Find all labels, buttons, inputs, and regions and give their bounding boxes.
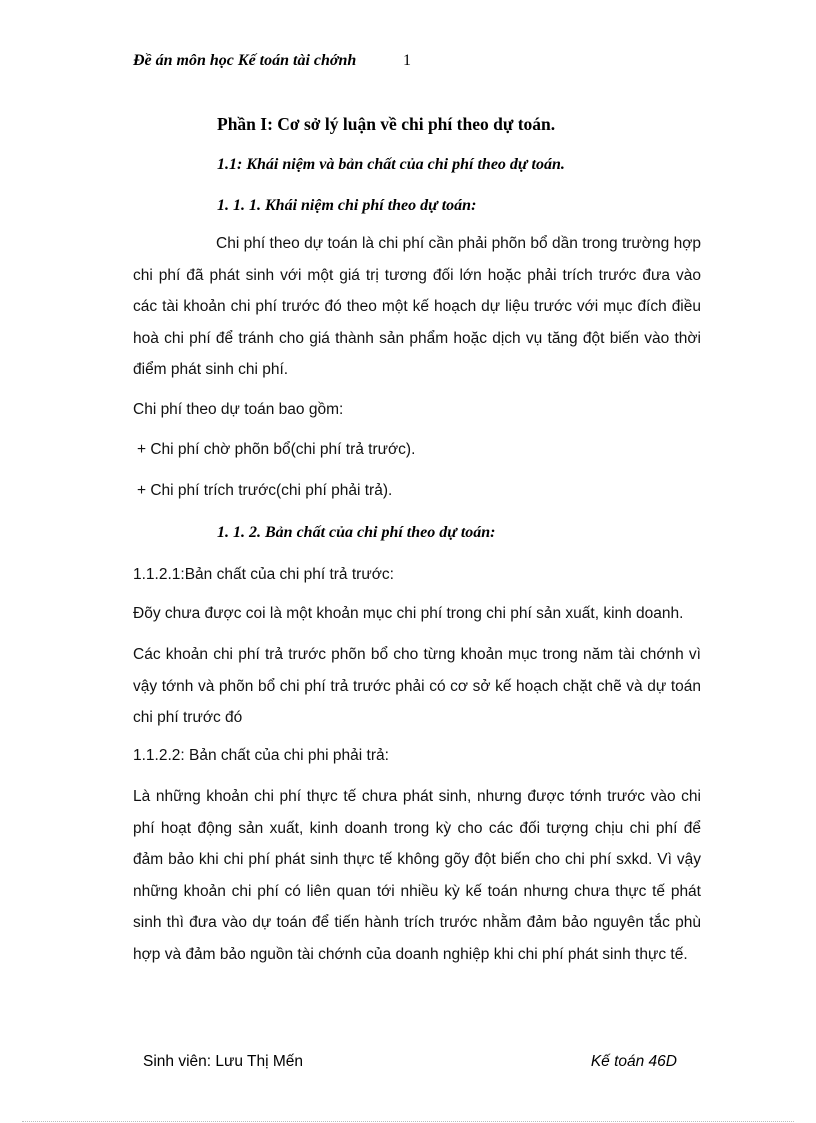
- subsection-heading-2: 1. 1. 2. Bản chất của chi phí theo dự toán:: [217, 524, 496, 541]
- part-heading: Phần I: Cơ sở lý luận về chi phí theo dự toán.: [217, 114, 556, 134]
- subsection-heading-1: 1. 1. 1. Khái niệm chi phí theo dự toán:: [217, 197, 477, 214]
- prepaid-paragraph: Các khoản chi phí trả trước phõn bổ cho từng khoản mục trong năm tài chớnh vì vậy tớnh và phõn bổ chi phí trả trước phải có cơ sở kế hoạch chặt chẽ và dự toán chi phí trước đó: [133, 646, 701, 727]
- footer-class: Kế toán 46D: [590, 1053, 677, 1070]
- prepaid-heading: 1.1.2.1:Bản chất của chi phí trả trước:: [133, 566, 394, 583]
- footer-student: Sinh viên: Lưu Thị Mến: [143, 1053, 304, 1070]
- running-header-title: Đề án môn học Kế toán tài chớnh: [133, 52, 357, 69]
- payable-paragraph: Là những khoản chi phí thực tế chưa phát sinh, nhưng được tớnh trước vào chi phí hoạt động sản xuất, kinh doanh trong kỳ cho các đối tượng chịu chi phí để đảm bảo khi chi phí phát sinh thực tế không gõy đột biến cho chi phí sxkd. Vì vậy những khoản chi phí có liên quan tới nhiều kỳ kế toán nhưng chưa thực tế phát sinh thì đưa vào dự toán để tiến hành trích trước nhằm đảm bảo nguyên tắc phù hợp và đảm bảo nguồn tài chớnh của doanh nghiệp khi chi phí phát sinh thực tế.: [133, 788, 701, 963]
- page-edge-divider: [22, 1121, 794, 1122]
- page-number: 1: [403, 52, 411, 69]
- includes-label: Chi phí theo dự toán bao gồm:: [133, 401, 344, 418]
- definition-paragraph: Chi phí theo dự toán là chi phí cần phải phõn bổ dần trong trường hợp chi phí đã phát sinh với một giá trị tương đối lớn hoặc phải trích trước đưa vào các tài khoản chi phí trước đó theo một kế hoạch dự liệu trước với mục đích điều hoà chi phí để tránh cho giá thành sản phẩm hoặc dịch vụ tăng đột biến vào thời điểm phát sinh chi phí.: [133, 235, 701, 379]
- payable-heading: 1.1.2.2: Bản chất của chi phi phải trả:: [133, 747, 389, 764]
- bullet-item-prepaid: + Chi phí chờ phõn bổ(chi phí trả trước).: [137, 441, 416, 458]
- prepaid-line: Đõy chưa được coi là một khoản mục chi phí trong chi phí sản xuất, kinh doanh.: [133, 605, 684, 622]
- bullet-item-accrued: + Chi phí trích trước(chi phí phải trả).: [137, 482, 393, 499]
- section-heading: 1.1: Khái niệm và bản chất của chi phí theo dự toán.: [217, 156, 565, 173]
